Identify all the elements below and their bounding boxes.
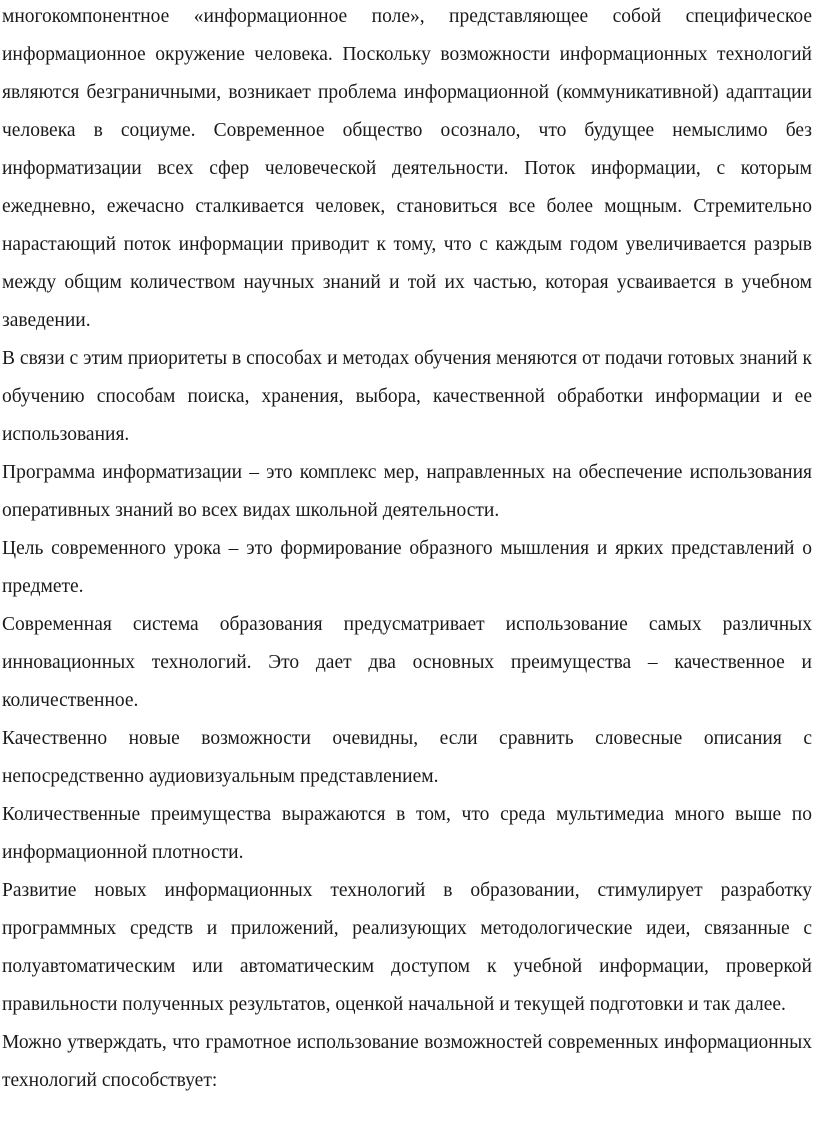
paragraph-lesson-goal: Цель современного урока – это формирование образного мышления и ярких представлений о предмете. <box>2 538 812 597</box>
paragraph-information-field: многокомпонентное «информационное поле», представляющее собой специфическое информационное окружение человека. Поскольку возможности информационных технологий являются безграничными, возникает проблема информационной (коммуникативной) адаптации человека в социуме. Современное общество осознало, что будущее немыслимо без информатизации всех сфер человеческой деятельности. Поток информации, с которым ежедневно, ежечасно сталкивается человек, становиться все более мощным. Стремительно нарастающий поток информации приводит к тому, что с каждым годом увеличивается разрыв между общим количеством научных знаний и той их частью, которая усваивается в учебном заведении. <box>2 6 812 331</box>
paragraph-learning-priorities: В связи с этим приоритеты в способах и методах обучения меняются от подачи готовых знаний к обучению способам поиска, хранения, выбора, качественной обработки информации и ее использования. <box>2 348 812 445</box>
paragraph-quantitative-advantages: Количественные преимущества выражаются в том, что среда мультимедиа много выше по информационной плотности. <box>2 804 812 863</box>
paragraph-informatization-program: Программа информатизации – это комплекс мер, направленных на обеспечение использования оперативных знаний во всех видах школьной деятельности. <box>2 462 812 521</box>
paragraph-conclusion-intro: Можно утверждать, что грамотное использование возможностей современных информационных технологий способствует: <box>2 1032 812 1091</box>
paragraph-new-technologies: Развитие новых информационных технологий в образовании, стимулирует разработку программных средств и приложений, реализующих методологические идеи, связанные с полуавтоматическим или автоматическим доступом к учебной информации, проверкой правильности полученных результатов, оценкой начальной и текущей подготовки и так далее. <box>2 880 812 1015</box>
paragraph-qualitative-advantages: Качественно новые возможности очевидны, если сравнить словесные описания с непосредственно аудиовизуальным представлением. <box>2 728 812 787</box>
paragraph-education-system: Современная система образования предусматривает использование самых различных инновационных технологий. Это дает два основных преимущества – качественное и количественное. <box>2 614 812 711</box>
